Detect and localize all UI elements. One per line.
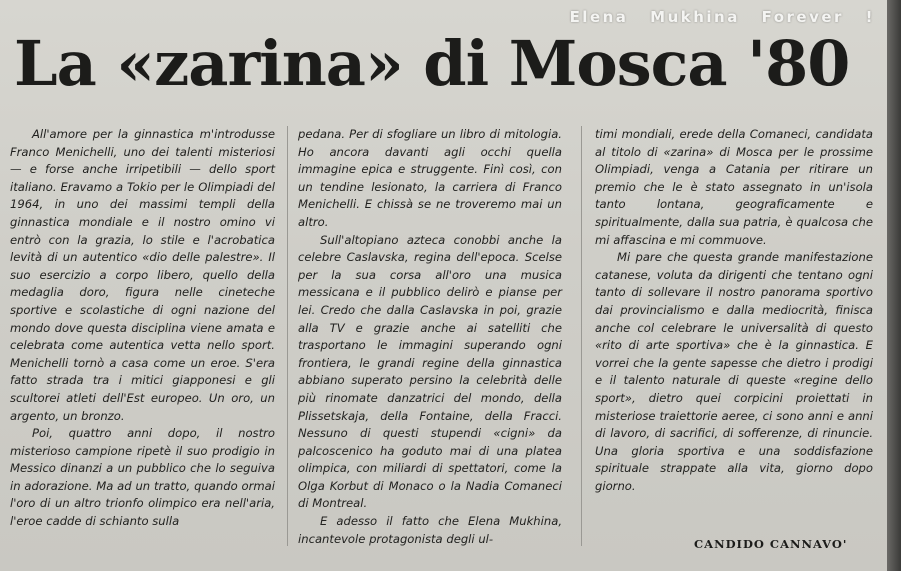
page-edge-shadow: [887, 0, 901, 571]
article-column-2: [298, 126, 562, 548]
watermark-text: Elena Mukhina Forever !: [569, 8, 875, 26]
article-column-1: [10, 126, 275, 531]
column-3-paragraph-1: timi mondiali, erede della Comaneci, candidata al titolo di «zarina» di Mosca per le prossime Olimpiadi, venga a Catania per ritirare un premio che le è stato assegnato in un'isola tanto lontana, geograficamente e spiritualmente, dalla sua patria, è qualcosa che mi affascina e mi commuove.: [595, 127, 873, 247]
column-divider-1: [287, 126, 288, 546]
article-byline: CANDIDO CANNAVO': [694, 537, 848, 551]
column-divider-2: [581, 126, 582, 546]
article-headline: La «zarina» di Mosca '80: [14, 27, 850, 100]
column-2-paragraph-2: Sull'altopiano azteca conobbi anche la celebre Caslavska, regina dell'epoca. Scelse per la sua corsa all'oro una musica messicana e il pubblico delirò e pianse per lei. Credo che dalla Caslavska in poi, grazie alla TV e grazie anche ai satelliti che trasportano le immagini superando ogni frontiera, le grandi regine della ginnastica abbiano superato persino la celebrità delle più rinomate danzatrici del mondo, della Plissetskaja, della Fontaine, della Fracci. Nessuno di questi stupendi «cigni» da palcoscenico ha goduto mai di una platea olimpica, con miliardi di spettatori, come la Olga Korbut di Monaco o la Nadia Comaneci di Montreal.: [298, 232, 562, 511]
column-2-paragraph-1: pedana. Per di sfogliare un libro di mitologia. Ho ancora davanti agli occhi quella immagine epica e struggente. Finì così, con un tendine lesionato, la carriera di Franco Menichelli. E chissà se ne troveremo mai un altro.: [298, 127, 562, 229]
column-2-paragraph-3: E adesso il fatto che Elena Mukhina, incantevole protagonista degli ul-: [298, 514, 562, 546]
column-1-paragraph-1: All'amore per la ginnastica m'introdusse Franco Menichelli, uno dei talenti misteriosi — e forse anche irripetibili — dello sport italiano. Eravamo a Tokio per le Olimpiadi del 1964, in uno dei massimi templi della ginnastica mondiale e il nostro omino vi entrò con la grazia, lo stile e l'acrobatica levità di un autentico «dio delle palestre». Il suo esercizio a corpo libero, quello della medaglia doro, figura nelle cineteche sportive e scolastiche di ogni nazione del mondo dove questa disciplina viene amata e celebrata come autentica vetta nello sport. Menichelli tornò a casa come un eroe. S'era fatto strada tra i mitici giapponesi e gli scultorei atleti dell'Est europeo. Un oro, un argento, un bronzo.: [10, 127, 275, 423]
article-column-3: [595, 126, 873, 495]
column-3-paragraph-2: Mi pare che questa grande manifestazione catanese, voluta da dirigenti che tentano ogni tanto di sollevare il nostro panorama sportivo dai provincialismo e dalla mediocrità, finisca anche col celebrare le universalità di questo «rito di arte sportiva» che è la ginnastica. E vorrei che la gente sapesse che dietro i prodigi e il talento naturale di queste «regine dello sport», dietro quei corpicini proiettati in misteriose traiettorie aeree, ci sono anni e anni di lavoro, di sacrifici, di sofferenze, di rinuncie. Una gloria sportiva e una soddisfazione spirituale strappate alla vita, giorno dopo giorno.: [595, 250, 873, 493]
column-1-paragraph-2: Poi, quattro anni dopo, il nostro misterioso campione ripetè il suo prodigio in Messico dinanzi a un pubblico che lo seguiva in adorazione. Ma ad un tratto, quando ormai l'oro di un altro trionfo olimpico era nell'aria, l'eroe cadde di schianto sulla: [10, 426, 275, 529]
